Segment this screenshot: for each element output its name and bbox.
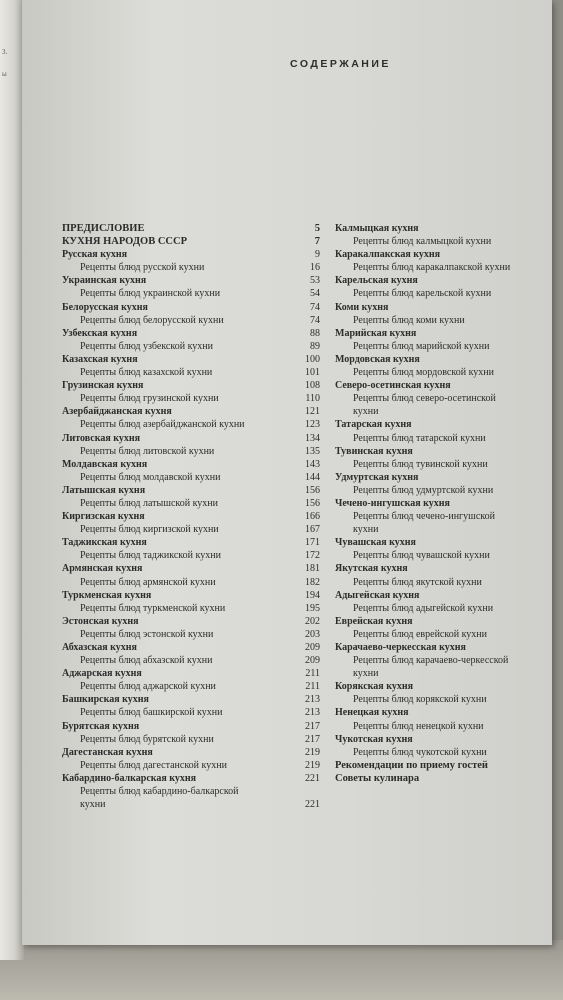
toc-entry-title: Узбекская кухня (62, 327, 138, 339)
toc-entry-title: Рецепты блюд молдавской кухни (80, 471, 221, 483)
toc-entry-page: 166 (305, 511, 320, 523)
toc-entry-title: Калмыцкая кухня (335, 223, 419, 234)
toc-entry-title: Рецепты блюд туркменской кухни (80, 602, 226, 614)
toc-entry-title: Рецепты блюд дагестанской кухни (80, 759, 227, 771)
toc-entry-title: Рецепты блюд мордовской кухни (353, 367, 494, 379)
toc-entry (335, 471, 555, 484)
toc-entry-title: Чувашская кухня (335, 537, 416, 549)
toc-entry-page: 121 (305, 406, 320, 418)
toc-entry (62, 248, 324, 261)
toc-entry-title: Рецепты блюд аджарской кухни (80, 681, 216, 693)
toc-entry-page: 202 (305, 615, 320, 627)
toc-entry (335, 733, 555, 746)
toc-entry (62, 314, 324, 327)
toc-entry-title: Рецепты блюд карачаево-черкесской (353, 655, 509, 667)
toc-entry-title: Эстонская кухня (62, 615, 139, 627)
toc-entry-title: Азербайджанская кухня (62, 406, 172, 418)
toc-entry-title: Рецепты блюд удмуртской кухни (353, 484, 494, 496)
toc-entry-page: 5 (314, 223, 320, 234)
toc-entry-title: Чечено-ингушская кухня (335, 497, 450, 509)
toc-entry (62, 222, 324, 235)
toc-entry (335, 549, 555, 562)
page-heading: СОДЕРЖАНИЕ (290, 58, 391, 70)
toc-entry-title: Рецепты блюд украинской кухни (80, 288, 221, 300)
toc-entry-page: 194 (305, 589, 320, 601)
toc-entry (62, 706, 324, 719)
toc-entry (62, 772, 324, 785)
toc-entry-title: Тувинская кухня (335, 445, 413, 457)
toc-entry-page: 171 (305, 537, 320, 549)
toc-entry (335, 287, 555, 300)
toc-entry (335, 314, 555, 327)
toc-entry (335, 536, 555, 549)
toc-entry-page: 182 (305, 576, 320, 588)
toc-entry-title: Туркменская кухня (62, 589, 152, 601)
toc-entry (335, 680, 555, 693)
toc-entry (62, 432, 324, 445)
toc-entry-page: 219 (305, 759, 320, 771)
toc-entry (62, 392, 324, 405)
toc-entry-title: Рецепты блюд марийской кухни (353, 340, 490, 352)
toc-entry-title: Рецепты блюд армянской кухни (80, 576, 216, 588)
toc-entry (335, 523, 555, 536)
adjacent-page-edge (0, 0, 24, 960)
toc-entry-title: Русская кухня (62, 249, 127, 261)
toc-entry-title: Таджикская кухня (62, 537, 147, 549)
toc-entry-page: 110 (305, 393, 320, 405)
toc-entry (335, 759, 555, 772)
toc-entry-title: ПРЕДИСЛОВИЕ (62, 223, 145, 234)
toc-entry (335, 248, 555, 261)
toc-entry-title: Башкирская кухня (62, 694, 149, 706)
toc-entry (335, 445, 555, 458)
toc-entry-page: 221 (305, 772, 320, 784)
toc-entry-page: 9 (315, 249, 320, 261)
toc-entry (335, 222, 555, 235)
toc-entry-title: Аджарская кухня (62, 668, 142, 680)
toc-entry-page: 156 (305, 497, 320, 509)
toc-entry (335, 720, 555, 733)
toc-entry-page: 219 (305, 746, 320, 758)
toc-entry (335, 432, 555, 445)
toc-entry-page: 74 (310, 314, 320, 326)
toc-entry (62, 353, 324, 366)
toc-entry-title: Рецепты блюд карельской кухни (353, 288, 492, 300)
toc-entry (335, 667, 555, 680)
toc-entry-title: КУХНЯ НАРОДОВ СССР (62, 236, 187, 248)
toc-entry (335, 602, 555, 615)
toc-entry (62, 379, 324, 392)
toc-entry-title: Рецепты блюд таджикской кухни (80, 550, 221, 562)
toc-entry-title: Рецепты блюд северо-осетинской (353, 393, 496, 405)
toc-entry-page: 211 (305, 681, 320, 693)
toc-entry (335, 746, 555, 759)
toc-entry-title: Рецепты блюд русской кухни (80, 262, 205, 274)
toc-entry (335, 706, 555, 719)
toc-entry-title: Ненецкая кухня (335, 707, 409, 719)
toc-entry-page: 211 (305, 668, 320, 680)
toc-entry-page: 209 (305, 655, 320, 667)
toc-entry-page: 88 (310, 327, 320, 339)
toc-entry-title: Дагестанская кухня (62, 746, 153, 758)
toc-entry-page: 135 (305, 445, 320, 457)
toc-entry (62, 510, 324, 523)
toc-entry-title: Рецепты блюд коми кухни (353, 314, 465, 326)
toc-entry (62, 471, 324, 484)
toc-entry (62, 602, 324, 615)
toc-entry-page: 156 (305, 484, 320, 496)
toc-entry-page: 123 (305, 419, 320, 431)
toc-entry (62, 589, 324, 602)
toc-entry (335, 458, 555, 471)
toc-entry (62, 418, 324, 431)
toc-entry (62, 235, 324, 248)
toc-entry-page: 53 (310, 275, 320, 287)
toc-entry (335, 654, 555, 667)
toc-entry (335, 641, 555, 654)
toc-entry-title: Якутская кухня (335, 563, 408, 575)
toc-entry-page: 221 (305, 799, 320, 811)
toc-entry-title: Рецепты блюд чукотской кухни (353, 746, 487, 758)
toc-entry (62, 785, 324, 798)
toc-entry-title: Рецепты блюд тувинской кухни (353, 458, 488, 470)
edge-fragment: ы (2, 70, 7, 78)
toc-entry-title: Кабардино-балкарская кухня (62, 772, 197, 784)
toc-entry (335, 366, 555, 379)
toc-entry-title: Адыгейская кухня (335, 589, 420, 601)
toc-entry-title: Рекомендации по приему гостей (335, 759, 488, 771)
toc-entry-title: Советы кулинара (335, 772, 420, 784)
toc-entry-title: Рецепты блюд еврейской кухни (353, 628, 487, 640)
toc-entry (335, 576, 555, 589)
toc-entry-title: Киргизская кухня (62, 511, 145, 523)
toc-entry (335, 392, 555, 405)
toc-entry (335, 353, 555, 366)
toc-entry (62, 327, 324, 340)
toc-entry-title: Рецепты блюд грузинской кухни (80, 393, 219, 405)
toc-entry (62, 654, 324, 667)
toc-entry (335, 562, 555, 575)
toc-entry-title: Удмуртская кухня (335, 471, 419, 483)
toc-entry-title: Рецепты блюд литовской кухни (80, 445, 215, 457)
toc-entry (335, 628, 555, 641)
toc-entry-page: 101 (305, 367, 320, 379)
toc-entry-title: Рецепты блюд татарской кухни (353, 432, 486, 444)
toc-entry-title: Каракалпакская кухня (335, 249, 441, 261)
book-cover-bottom (0, 940, 563, 1000)
toc-entry (62, 445, 324, 458)
toc-entry (62, 484, 324, 497)
toc-entry-title: Рецепты блюд узбекской кухни (80, 340, 213, 352)
toc-entry-page: 7 (314, 236, 320, 248)
toc-entry (335, 274, 555, 287)
toc-entry (335, 510, 555, 523)
toc-entry-title: кухни (353, 524, 379, 536)
toc-entry-title: Бурятская кухня (62, 720, 140, 732)
toc-entry-title: кухни (353, 668, 379, 680)
toc-entry-page: 195 (305, 602, 320, 614)
toc-entry-page: 217 (305, 720, 320, 732)
toc-entry-title: Рецепты блюд корякской кухни (353, 694, 487, 706)
toc-entry-title: Рецепты блюд чечено-ингушской (353, 511, 495, 523)
toc-entry (62, 720, 324, 733)
toc-entry-page: 74 (310, 301, 320, 313)
toc-entry-page: 213 (305, 694, 320, 706)
toc-entry (62, 549, 324, 562)
toc-entry (62, 615, 324, 628)
toc-entry (335, 484, 555, 497)
toc-entry-title: Рецепты блюд калмыцкой кухни (353, 236, 492, 248)
toc-entry-page: 203 (305, 628, 320, 640)
toc-left-column (62, 222, 324, 811)
toc-entry-title: Карельская кухня (335, 275, 418, 287)
toc-entry (62, 746, 324, 759)
toc-entry-title: Рецепты блюд латышской кухни (80, 497, 218, 509)
toc-entry-title: Литовская кухня (62, 432, 141, 444)
toc-entry (62, 536, 324, 549)
toc-entry-title: Абхазская кухня (62, 642, 137, 653)
toc-entry (62, 680, 324, 693)
toc-entry (335, 497, 555, 510)
toc-entry (335, 261, 555, 274)
toc-entry (335, 615, 555, 628)
toc-entry (335, 693, 555, 706)
toc-entry-page: 144 (305, 471, 320, 483)
toc-entry-title: Коми кухня (335, 301, 389, 313)
toc-entry (62, 287, 324, 300)
toc-entry-title: Северо-осетинская кухня (335, 380, 451, 392)
toc-entry (62, 301, 324, 314)
toc-entry (62, 759, 324, 772)
toc-right-column (335, 222, 555, 785)
toc-entry (62, 798, 324, 811)
toc-entry-title: Грузинская кухня (62, 380, 144, 392)
toc-entry-title: Рецепты блюд якутской кухни (353, 576, 482, 588)
toc-entry (62, 366, 324, 379)
toc-entry (62, 523, 324, 536)
toc-entry-title: кухни (353, 406, 379, 418)
toc-entry-page: 16 (310, 262, 320, 274)
toc-entry-title: Армянская кухня (62, 563, 143, 575)
toc-entry (335, 340, 555, 353)
toc-entry-title: Белорусская кухня (62, 301, 148, 313)
toc-entry-title: Рецепты блюд адыгейской кухни (353, 602, 494, 614)
toc-entry (335, 301, 555, 314)
toc-entry-page: 143 (305, 458, 320, 470)
toc-entry-title: Рецепты блюд кабардино-балкарской (80, 786, 239, 798)
toc-entry-title: кухни (80, 799, 106, 811)
toc-entry-page: 209 (305, 642, 320, 653)
toc-entry-title: Молдавская кухня (62, 458, 148, 470)
toc-entry (62, 405, 324, 418)
toc-entry-title: Рецепты блюд азербайджанской кухни (80, 419, 245, 431)
toc-entry-page: 100 (305, 353, 320, 365)
toc-entry (62, 576, 324, 589)
toc-entry (62, 733, 324, 746)
toc-entry-title: Рецепты блюд киргизской кухни (80, 524, 219, 536)
toc-entry (62, 458, 324, 471)
toc-entry-page: 134 (305, 432, 320, 444)
toc-entry (335, 589, 555, 602)
toc-entry-page: 213 (305, 707, 320, 719)
toc-entry-title: Латышская кухня (62, 484, 146, 496)
toc-entry (335, 235, 555, 248)
toc-entry-page: 54 (310, 288, 320, 300)
toc-entry (62, 261, 324, 274)
toc-entry-title: Рецепты блюд бурятской кухни (80, 733, 214, 745)
toc-entry (62, 667, 324, 680)
toc-entry (335, 772, 555, 785)
toc-entry-title: Рецепты блюд белорусской кухни (80, 314, 224, 326)
toc-entry-title: Рецепты блюд абхазской кухни (80, 655, 213, 667)
toc-entry-title: Марийская кухня (335, 327, 417, 339)
toc-entry-title: Карачаево-черкесская кухня (335, 642, 466, 653)
toc-entry (62, 497, 324, 510)
toc-entry-title: Корякская кухня (335, 681, 413, 693)
toc-entry-page: 217 (305, 733, 320, 745)
toc-entry-page: 172 (305, 550, 320, 562)
toc-entry (62, 562, 324, 575)
toc-entry (62, 693, 324, 706)
toc-entry-title: Казахская кухня (62, 353, 138, 365)
toc-entry (62, 274, 324, 287)
toc-entry (335, 418, 555, 431)
toc-entry-page: 167 (305, 524, 320, 536)
toc-entry-page: 181 (305, 563, 320, 575)
toc-entry-title: Рецепты блюд ненецкой кухни (353, 720, 484, 732)
toc-entry-title: Рецепты блюд чувашской кухни (353, 550, 490, 562)
toc-entry-title: Еврейская кухня (335, 615, 413, 627)
toc-entry-title: Рецепты блюд казахской кухни (80, 367, 213, 379)
toc-entry-title: Татарская кухня (335, 419, 412, 431)
toc-entry (62, 628, 324, 641)
toc-entry-page: 89 (310, 340, 320, 352)
toc-entry-title: Рецепты блюд эстонской кухни (80, 628, 214, 640)
toc-entry (335, 379, 555, 392)
toc-entry-page: 108 (305, 380, 320, 392)
toc-entry (335, 327, 555, 340)
toc-entry-title: Украинская кухня (62, 275, 147, 287)
toc-entry-title: Рецепты блюд каракалпакской кухни (353, 262, 511, 274)
toc-entry (335, 405, 555, 418)
toc-entry (62, 340, 324, 353)
edge-fragment: 3. (2, 48, 8, 56)
toc-entry-title: Мордовская кухня (335, 353, 420, 365)
toc-entry-title: Рецепты блюд башкирской кухни (80, 707, 223, 719)
toc-entry-title: Чукотская кухня (335, 733, 413, 745)
toc-entry (62, 641, 324, 654)
